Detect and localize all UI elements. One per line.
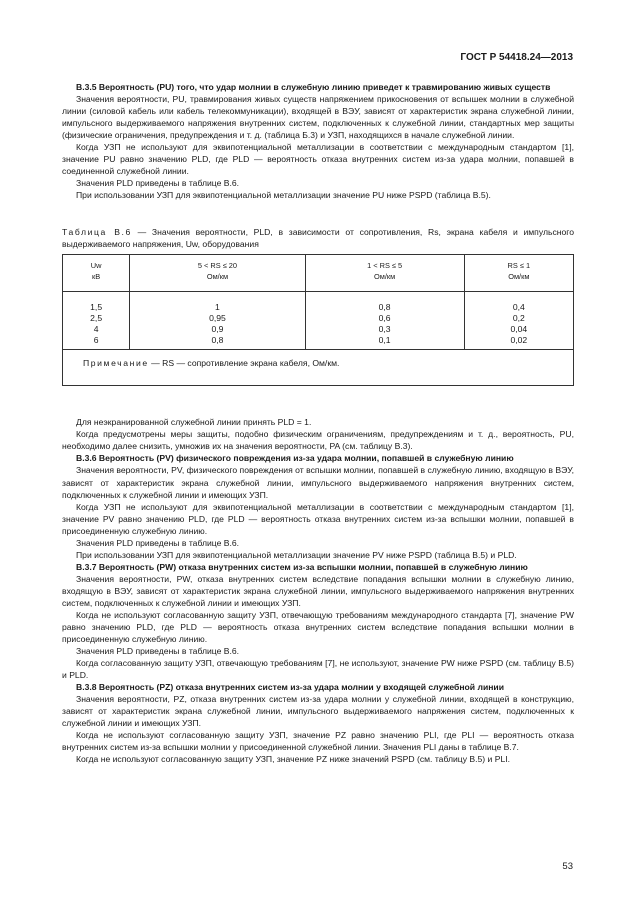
table-cell: 0,8 0,6 0,3 0,1 (305, 292, 464, 350)
paragraph: Когда согласованную защиту УЗП, отвечающую требованиям [7], не используют, значение PW ниже PSPD (см. таблицу В.5) и PLD. (62, 657, 574, 680)
paragraph: При использовании УЗП для эквипотенциальной металлизации значение PU ниже PSPD (таблица В.5). (76, 190, 491, 201)
column-header: 5 < RS ≤ 20 Ом/км (130, 255, 305, 292)
table-note-row (63, 350, 574, 386)
table-cell: 1 0,95 0,9 0,8 (130, 292, 305, 350)
table-cell: 1,5 2,5 4 6 (63, 292, 130, 350)
paragraph: Значения PLD приведены в таблице В.6. (76, 178, 240, 189)
table-body-row (63, 292, 574, 350)
table-caption (62, 226, 574, 250)
paragraph: Когда УЗП не используют для эквипотенциальной металлизации в соответствии с международным стандартом [1], значение PV равно значению PLD, где PLD — вероятность отказа внутренних систем из-за вспышки молнии, попавшей в присоединенную служебную линию. (62, 501, 574, 536)
paragraph: Когда не используют согласованную защиту УЗП, отвечающую требованиям международного стандарта [7], значение PW равно значению PLD, где PLD — вероятность отказа внутренних систем вследствие попадания вспышки молнии в присоединенную служебную линию. (62, 609, 574, 644)
section-heading: В.3.5 Вероятность (PU) того, что удар молнии в служебную линию приведет к травмированию живых существ (76, 82, 551, 92)
paragraph: Значения вероятности, PZ, отказа внутренних систем из-за удара молнии у служебной линии, входящей в конструкцию, зависят от характеристик экрана служебной линии, импульсного выдерживаемого напряжения систем, подключенных к служебной линии и имеющих УЗП. (62, 694, 574, 729)
paragraph: Когда не используют согласованную защиту УЗП, значение PZ ниже значений PSPD (см. таблицу В.5) и PLI. (76, 754, 511, 765)
paragraph: Когда не используют согласованную защиту УЗП, значение PZ равно значению PLI, где PLI — вероятность отказа внутренних систем из-за вспышки молнии у присоединенной служебной линии. Значения PLI даны в таблице В.7. (62, 730, 574, 753)
paragraph: При использовании УЗП для эквипотенциальной металлизации значение PV ниже PSPD (таблица В.5) и PLD. (76, 549, 517, 560)
column-header: Uw кВ (63, 255, 130, 292)
paragraph: Для неэкранированной служебной линии принять PLD = 1. (76, 417, 312, 428)
paragraph: Когда предусмотрены меры защиты, подобно физическим ограничениям, предупреждениям и т. д., вероятность, PU, необходимо далее снизить, умножив их на значения вероятности, PA (см. таблицу В.3). (62, 429, 574, 452)
section-heading: В.3.8 Вероятность (PZ) отказа внутренних систем из-за удара молнии у входящей служебной линии (76, 682, 504, 693)
probability-table (62, 254, 574, 386)
section-body (62, 416, 574, 765)
column-header: RS ≤ 1 Ом/км (464, 255, 573, 292)
table-caption-prefix: Таблица В.6 (62, 227, 132, 238)
page-number: 53 (562, 861, 573, 872)
column-header: 1 < RS ≤ 5 Ом/км (305, 255, 464, 292)
table-note: Примечание — RS — сопротивление экрана кабеля, Ом/км. (63, 350, 574, 386)
page-header: ГОСТ Р 54418.24—2013 (460, 52, 573, 63)
paragraph: Значения вероятности, PV, физического повреждения от вспышки молнии, попавшей в служебную линию, входящую в ВЭУ, зависят от характеристик экрана служебной линии, импульсного выдерживаемого напряжения внутренних систем, подключенных к служебной линии и имеющих УЗП. (62, 465, 574, 500)
paragraph: Когда УЗП не используют для эквипотенциальной металлизации в соответствии с международным стандартом [1], значение PU равно значению PLD, где PLD — вероятность отказа внутренних систем из-за удара молнии, попавшей в соединенной служебной линии. (62, 142, 574, 177)
section-heading: В.3.7 Вероятность (PW) отказа внутренних систем из-за вспышки молнии, попавшей в служебную линию (76, 561, 528, 572)
table-caption-text: — Значения вероятности, PLD, в зависимости от сопротивления, Rs, экрана кабеля и импульсного выдерживаемого напряжения, Uw, оборудования (62, 227, 574, 250)
page-content (62, 81, 574, 765)
paragraph: Значения PLD приведены в таблице В.6. (76, 537, 240, 548)
paragraph: Значения PLD приведены в таблице В.6. (76, 645, 240, 656)
table-cell: 0,4 0,2 0,04 0,02 (464, 292, 573, 350)
paragraph: Значения вероятности, PU, травмирования живых существ напряжением прикосновения от вспышек молнии в служебной линии (силовой кабель или кабель телекоммуникации), входящей в ВЭУ, зависят от характеристик экрана служебной линии, импульсного выдерживаемого напряжения внутренних систем, подключенных к служебной линии, стандартных мер защиты (физические ограничения, предупреждения и т. д. (таблица Б.3) и УЗП, находящихся в начале служебной линии. (62, 94, 574, 141)
section-heading: В.3.6 Вероятность (PV) физического повреждения из-за удара молнии, попавшей в служебную линию (76, 453, 514, 464)
paragraph: Значения вероятности, PW, отказа внутренних систем вследствие попадания вспышки молнии в служебную линию, входящую в ВЭУ, зависят от характеристик экрана служебной линии, импульсного выдерживаемого напряжения внутренних систем, подключенных к служебной линии и имеющих УЗП. (62, 573, 574, 608)
table-header-row (63, 255, 574, 292)
